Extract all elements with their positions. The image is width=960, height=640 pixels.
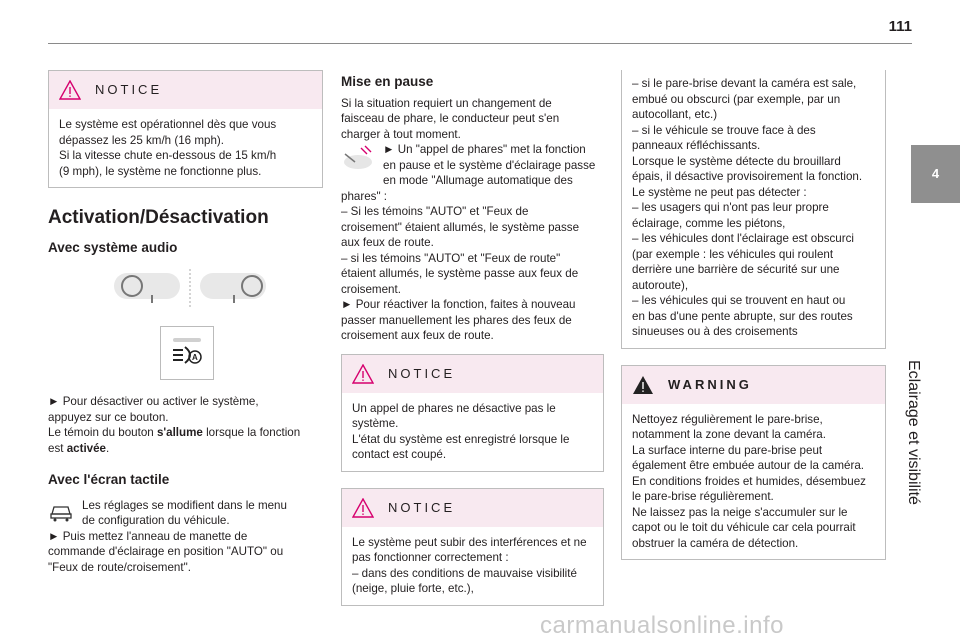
column-1 bbox=[48, 70, 323, 575]
text-line: – les usagers qui n'ont pas leur propre bbox=[632, 201, 829, 214]
text-line: ► Pour réactiver la fonction, faites à nouveau bbox=[341, 298, 576, 311]
text-line: ► Pour désactiver ou activer le système, bbox=[48, 395, 259, 408]
steering-wheel-icon bbox=[112, 265, 292, 315]
text-line: – les véhicules qui se trouvent en haut ou bbox=[632, 294, 846, 307]
text-line: derrière une barrière de sécurité sur une bbox=[632, 263, 840, 276]
text-line: autoroute), bbox=[632, 278, 689, 292]
auto-high-beam-icon bbox=[167, 333, 207, 373]
notice-line: Un appel de phares ne désactive pas le bbox=[352, 401, 556, 415]
notice-continuation-box bbox=[621, 70, 886, 349]
steering-illustration bbox=[112, 265, 323, 320]
text-line: panneaux réfléchissants. bbox=[632, 139, 761, 152]
text-line: étaient allumés, le système passe aux feux de bbox=[341, 267, 579, 280]
warning-label: WARNING bbox=[668, 376, 752, 392]
subheading-audio: Avec système audio bbox=[48, 239, 178, 255]
text-line: croisement. bbox=[341, 282, 401, 296]
text-line: embué ou obscurci (par exemple, par un bbox=[632, 92, 841, 106]
text-line: "Feux de route/croisement". bbox=[48, 560, 191, 574]
text-line: – les véhicules dont l'éclairage est obscurci bbox=[632, 232, 854, 245]
warning-icon bbox=[352, 498, 374, 518]
notice-label: NOTICE bbox=[388, 365, 456, 381]
notice-label: NOTICE bbox=[95, 82, 163, 98]
text-line: croisement" étaient allumés, le système passe bbox=[341, 220, 580, 234]
warning-line: Ne laissez pas la neige s'accumuler sur le bbox=[632, 505, 848, 519]
warning-line: également être embuée autour de la caméra. bbox=[632, 459, 865, 472]
warning-line: La surface interne du pare-brise peut bbox=[632, 443, 823, 457]
text-line: – Si les témoins "AUTO" et "Feux de bbox=[341, 205, 529, 218]
text-line: est activée. bbox=[48, 441, 110, 455]
headlight-flash-icon bbox=[341, 144, 375, 172]
warning-line: En conditions froides et humides, désembuez bbox=[632, 474, 866, 488]
notice-line: (neige, pluie forte, etc.), bbox=[352, 582, 474, 595]
warning-line: obstruer la caméra de détection. bbox=[632, 536, 799, 550]
notice-line: Le système est opérationnel dès que vous bbox=[59, 118, 277, 131]
header-divider bbox=[48, 43, 912, 44]
text-line: – si le véhicule se trouve face à des bbox=[632, 123, 816, 137]
notice-box bbox=[341, 488, 604, 606]
text-line: ► Puis mettez l'anneau de manette de bbox=[48, 529, 248, 543]
notice-line: Si la vitesse chute en-dessous de 15 km/h bbox=[59, 149, 277, 162]
vehicle-settings-icon bbox=[48, 500, 74, 522]
notice-line: (9 mph), le système ne fonctionne plus. bbox=[59, 164, 262, 178]
text-line: autocollant, etc.) bbox=[632, 108, 718, 121]
text-line: de configuration du véhicule. bbox=[82, 514, 230, 527]
text-line: Le témoin du bouton s'allume lorsque la fonction bbox=[48, 426, 301, 439]
text-line: passer manuellement les phares des feux de bbox=[341, 313, 572, 327]
notice-line: contact est coupé. bbox=[352, 448, 447, 461]
text-line: croisement aux feux de route. bbox=[341, 329, 494, 342]
column-3 bbox=[621, 70, 886, 560]
text-line: en mode "Allumage automatique des phares" : bbox=[341, 174, 573, 203]
text-line: aux feux de route. bbox=[341, 236, 434, 249]
notice-line: système. bbox=[352, 417, 399, 430]
text-line: Si la situation requiert un changement de bbox=[341, 96, 552, 110]
notice-line: L'état du système est enregistré lorsque le bbox=[352, 432, 570, 446]
section-heading: Activation/Désactivation bbox=[48, 207, 269, 228]
warning-line: le pare-brise régulièrement. bbox=[632, 490, 774, 503]
text-line: Le système ne peut pas détecter : bbox=[632, 185, 807, 199]
text-line: éclairage, comme les piétons, bbox=[632, 216, 786, 230]
notice-box bbox=[48, 70, 323, 188]
warning-icon bbox=[59, 80, 81, 100]
warning-filled-icon bbox=[632, 375, 654, 395]
text-line: faisceau de phare, le conducteur peut s'en bbox=[341, 112, 560, 125]
chapter-tab: 4 bbox=[911, 145, 960, 203]
auto-headlight-button-illustration bbox=[160, 326, 214, 380]
subheading-touchscreen: Avec l'écran tactile bbox=[48, 472, 170, 487]
text-line: commande d'éclairage en position "AUTO" ou bbox=[48, 545, 284, 558]
warning-line: notamment la zone devant la caméra. bbox=[632, 428, 826, 441]
text-line: en bas d'une pente abrupte, sur des routes bbox=[632, 309, 853, 323]
warning-line: Nettoyez régulièrement le pare-brise, bbox=[632, 412, 823, 426]
text-line: (par exemple : les véhicules qui roulent bbox=[632, 247, 834, 261]
notice-line: Le système peut subir des interférences et ne bbox=[352, 535, 587, 549]
notice-line: pas fonctionner correctement : bbox=[352, 551, 509, 564]
text-line: appuyez sur ce bouton. bbox=[48, 410, 169, 424]
text-line: Les réglages se modifient dans le menu bbox=[82, 498, 287, 512]
watermark: carmanualsonline.info bbox=[540, 612, 784, 639]
notice-box bbox=[341, 354, 604, 472]
text-line: Lorsque le système détecte du brouillard bbox=[632, 154, 841, 168]
text-line: épais, il désactive provisoirement la fonction. bbox=[632, 170, 863, 183]
notice-line: – dans des conditions de mauvaise visibilité bbox=[352, 566, 577, 580]
warning-line: capot ou le toit du véhicule car cela pourrait bbox=[632, 521, 856, 534]
chapter-title-text: Eclairage et visibilité bbox=[905, 360, 922, 505]
text-line: – si les témoins "AUTO" et "Feux de route" bbox=[341, 251, 561, 265]
chapter-title bbox=[905, 210, 942, 570]
text-line: ► Un "appel de phares" met la fonction bbox=[383, 143, 586, 156]
notice-line: dépassez les 25 km/h (16 mph). bbox=[59, 133, 224, 147]
text-line: – si le pare-brise devant la caméra est sale, bbox=[632, 77, 857, 90]
warning-box bbox=[621, 365, 886, 561]
text-line: charger à tout moment. bbox=[341, 127, 461, 141]
column-2 bbox=[341, 74, 604, 606]
warning-icon bbox=[352, 364, 374, 384]
page-number: 111 bbox=[888, 18, 912, 35]
text-line: en pause et le système d'éclairage passe bbox=[383, 158, 596, 172]
section-heading-pause: Mise en pause bbox=[341, 74, 434, 89]
svg-text:A: A bbox=[192, 353, 198, 362]
text-line: sinueuses ou à des croisements bbox=[632, 325, 798, 338]
notice-label: NOTICE bbox=[388, 499, 456, 515]
